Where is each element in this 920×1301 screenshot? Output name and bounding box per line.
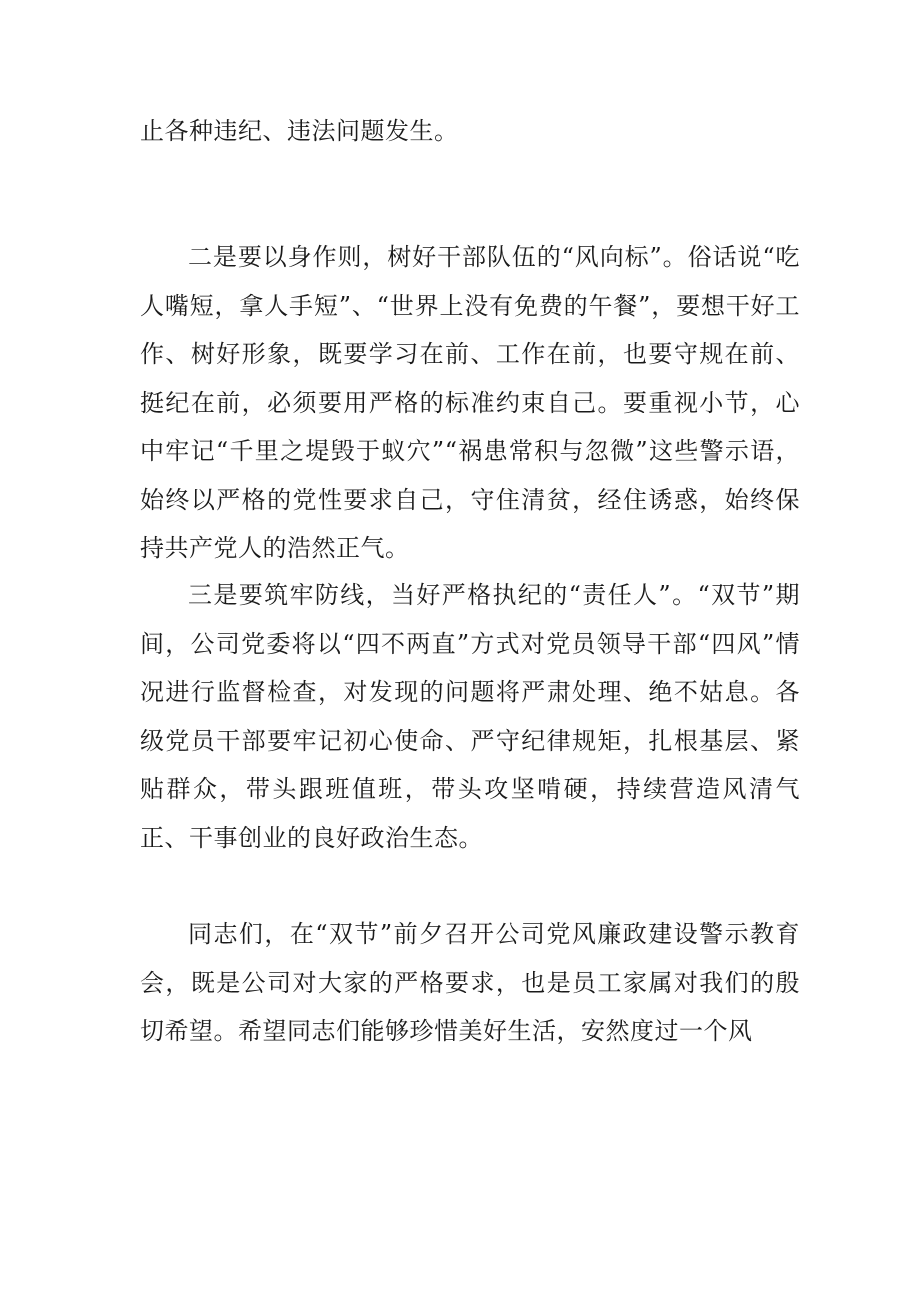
paragraph-defense-line: 三是要筑牢防线，当好严格执纪的“责任人”。“双节”期间，公司党委将以“四不两直”方式对党员领导干部“四风”情况进行监督检查，对发现的问题将严肃处理、绝不姑息。各级党员干部要牢记初心使命、严守纪律规矩，扎根基层、紧贴群众，带头跟班值班，带头攻坚啃硬，持续营造风清气正、干事创业的良好政治生态。 — [140, 581, 800, 852]
paragraph-continuation: 止各种违纪、违法问题发生。 — [140, 117, 459, 145]
paragraph-comrades: 同志们，在“双节”前夕召开公司党风廉政建设警示教育会，既是公司对大家的严格要求，也是员工家属对我们的殷切希望。希望同志们能够珍惜美好生活，安然度过一个风 — [140, 920, 800, 1045]
paragraph-role-model: 二是要以身作则，树好干部队伍的“风向标”。俗话说“吃人嘴短，拿人手短”、“世界上没有免费的午餐”，要想干好工作、树好形象，既要学习在前、工作在前，也要守规在前、挺纪在前，必须要用严格的标准约束自己。要重视小节，心中牢记“千里之堤毁于蚁穴”“祸患常积与忽微”这些警示语，始终以严格的党性要求自己，守住清贫，经住诱惑，始终保持共产党人的浩然正气。 — [140, 243, 800, 562]
